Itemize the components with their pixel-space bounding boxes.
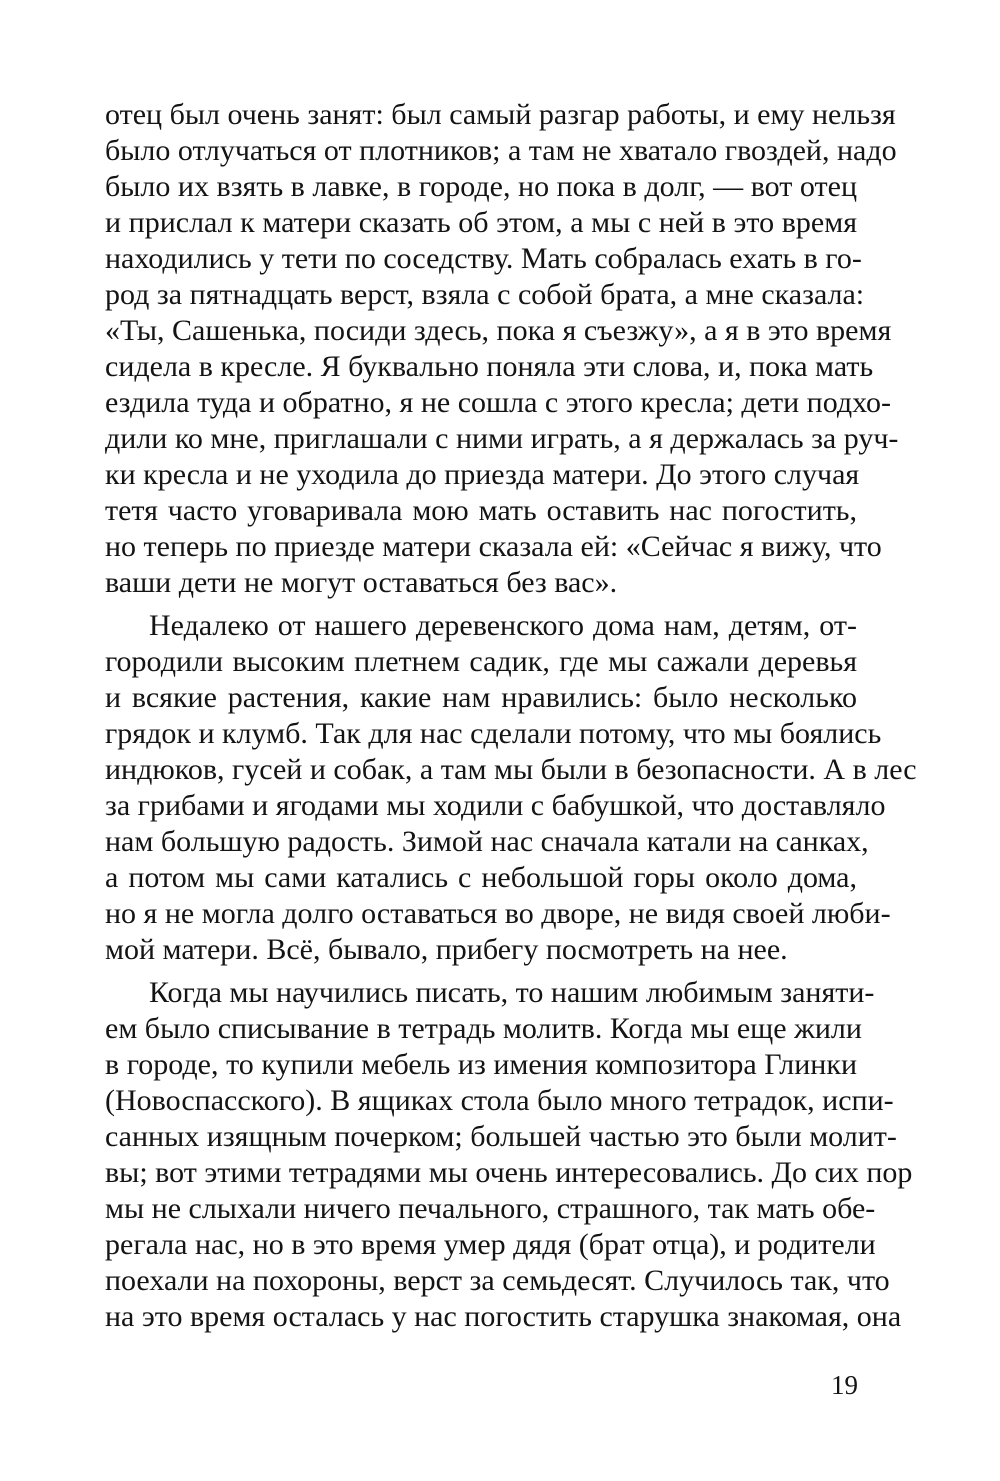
text-line: род за пятнадцать верст, взяла с собой брата, а мне сказала:: [105, 278, 865, 311]
text-line: (Новоспасского). В ящиках стола было много тетрадок, испи-: [105, 1084, 894, 1117]
text-line: и всякие растения, какие нам нравились: было несколько: [105, 681, 857, 714]
text-line: было отлучаться от плотников; а там не хватало гвоздей, надо: [105, 134, 897, 167]
text-line: и прислал к матери сказать об этом, а мы с ней в это время: [105, 206, 857, 239]
text-line: санных изящным почерком; большей частью это были молит-: [105, 1120, 897, 1153]
text-line: регала нас, но в это время умер дядя (брат отца), и родители: [105, 1228, 876, 1261]
text-line: Недалеко от нашего деревенского дома нам, детям, от-: [149, 609, 857, 642]
text-line: грядок и клумб. Так для нас сделали потому, что мы боялись: [105, 717, 882, 750]
text-line: за грибами и ягодами мы ходили с бабушкой, что доставляло: [105, 789, 886, 822]
text-line: «Ты, Сашенька, посиди здесь, пока я съезжу», а я в это время: [105, 314, 892, 347]
page-number: 19: [831, 1370, 858, 1400]
text-line: мы не слыхали ничего печального, страшного, так мать обе-: [105, 1192, 876, 1225]
text-line: в городе, то купили мебель из имения композитора Глинки: [105, 1048, 857, 1081]
text-line: поехали на похороны, верст за семьдесят. Случилось так, что: [105, 1264, 890, 1297]
text-line: сидела в кресле. Я буквально поняла эти слова, и, пока мать: [105, 350, 874, 383]
text-line: тетя часто уговаривала мою мать оставить нас погостить,: [105, 494, 857, 527]
text-line: на это время осталась у нас погостить старушка знакомая, она: [105, 1300, 902, 1333]
text-line: городили высоким плетнем садик, где мы сажали деревья: [105, 645, 857, 678]
text-line: ем было списывание в тетрадь молитв. Когда мы еще жили: [105, 1012, 862, 1045]
text-line: ки кресла и не уходила до приезда матери. До этого случая: [105, 458, 860, 491]
text-line: мой матери. Всё, бывало, прибегу посмотреть на нее.: [105, 933, 788, 966]
text-line: вы; вот этими тетрадями мы очень интересовались. До сих пор: [105, 1156, 913, 1189]
text-line: а потом мы сами катались с небольшой горы около дома,: [105, 861, 857, 894]
text-line: нам большую радость. Зимой нас сначала катали на санках,: [105, 825, 869, 858]
text-line: индюков, гусей и собак, а там мы были в безопасности. А в лес: [105, 753, 917, 786]
text-line: но теперь по приезде матери сказала ей: «Сейчас я вижу, что: [105, 530, 882, 563]
text-line: Когда мы научились писать, то нашим любимым заняти-: [149, 976, 875, 1009]
text-line: но я не могла долго оставаться во дворе, не видя своей люби-: [105, 897, 891, 930]
text-line: отец был очень занят: был самый разгар работы, и ему нельзя: [105, 98, 896, 131]
text-line: находились у тети по соседству. Мать собралась ехать в го-: [105, 242, 862, 275]
text-line: ездила туда и обратно, я не сошла с этого кресла; дети подхо-: [105, 386, 891, 419]
text-line: было их взять в лавке, в городе, но пока в долг, — вот отец: [105, 170, 857, 203]
text-line: ваши дети не могут оставаться без вас».: [105, 566, 618, 599]
text-line: дили ко мне, приглашали с ними играть, а я держалась за руч-: [105, 422, 899, 455]
